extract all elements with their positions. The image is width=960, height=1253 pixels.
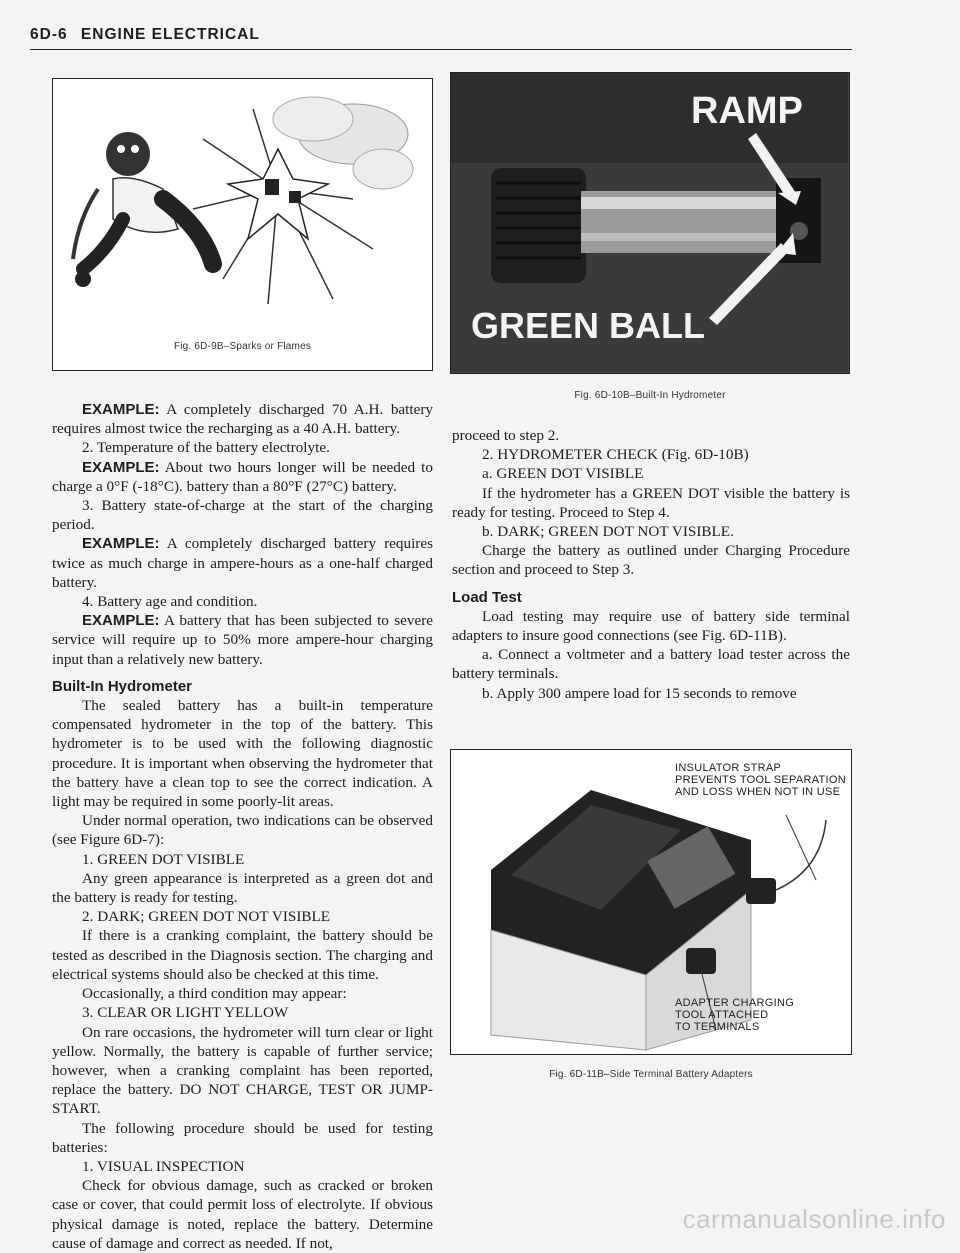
paragraph [52, 458, 433, 496]
paragraph: Any green appearance is interpreted as a green dot and the battery is ready for testing. [52, 869, 433, 907]
example-label: EXAMPLE: [82, 401, 160, 418]
text: A battery that has been subjected to severe service will require up to 50% more ampere-hour charging input than a relatively new battery. [52, 612, 433, 668]
figure-caption-adapters: Fig. 6D-11B–Side Terminal Battery Adapters [549, 1069, 753, 1080]
page-number: 6D-6 [30, 26, 68, 43]
callout-line: TO TERMINALS [675, 1021, 760, 1033]
list-item: 1. VISUAL INSPECTION [82, 1157, 245, 1175]
figure-caption-sparks: Fig. 6D-9B–Sparks or Flames [173, 341, 312, 352]
paragraph: Under normal operation, two indications can be observed (see Figure 6D-7): [52, 812, 433, 849]
text: A completely discharged battery requires twice as much charge in ampere-hours as a one-half charged battery. [52, 535, 433, 591]
paragraph: Load testing may require use of battery side terminal adapters to insure good connections (see Fig. 6D-11B). [452, 607, 850, 645]
list-item: b. DARK; GREEN DOT NOT VISIBLE. [482, 523, 734, 541]
example-label: EXAMPLE: [82, 458, 160, 476]
example-label: EXAMPLE: [82, 535, 160, 553]
list-item: 1. GREEN DOT VISIBLE [82, 850, 245, 868]
list-item: 4. Battery age and condition. [82, 593, 258, 611]
paragraph: Charge the battery as outlined under Charging Procedure section and proceed to Step 3. [452, 542, 850, 579]
figure-caption-hydrometer: Fig. 6D-10B–Built-In Hydrometer [574, 390, 726, 401]
callout-line: TOOL ATTACHED [675, 1009, 769, 1021]
sparks-illustration [53, 79, 431, 309]
hydrometer-photo [451, 73, 848, 372]
list-item: 2. HYDROMETER CHECK (Fig. 6D-10B) [482, 446, 749, 464]
paragraph: If the hydrometer has a GREEN DOT visible the battery is ready for testing. Proceed to Step 4. [452, 484, 850, 521]
callout-line: ADAPTER CHARGING [675, 997, 795, 1009]
paragraph: Occasionally, a third condition may appear: [82, 985, 347, 1003]
example-label: EXAMPLE: [82, 612, 160, 630]
paragraph [52, 400, 433, 438]
section-heading-load-test: Load Test [452, 588, 522, 606]
watermark: carmanualsonline.info [682, 1204, 946, 1234]
figure-built-in-hydrometer [450, 72, 850, 374]
ramp-label: RAMP [691, 90, 803, 132]
list-item: 2. DARK; GREEN DOT NOT VISIBLE [82, 908, 331, 926]
paragraph: On rare occasions, the hydrometer will turn clear or light yellow. Normally, the battery is capable of further service; however, when a cranking complaint has been reported, replace the battery. DO NOT CHARGE, TEST OR JUMP-START. [52, 1023, 433, 1118]
list-item: a. GREEN DOT VISIBLE [482, 465, 644, 483]
callout-line: PREVENTS TOOL SEPARATION [675, 774, 847, 786]
paragraph: Check for obvious damage, such as cracked or broken case or cover, that could permit loss of electrolyte. If obvious physical damage is noted, replace the battery. Determine cause of damage and correct as needed. If not, [52, 1177, 433, 1252]
figure-side-terminal-adapters [450, 749, 852, 1055]
callout-line: AND LOSS WHEN NOT IN USE [675, 786, 841, 798]
green-ball-label: GREEN BALL [471, 305, 705, 346]
callout-line: INSULATOR STRAP [675, 762, 782, 774]
right-column [452, 426, 850, 703]
callout-adapter-charging [675, 997, 794, 1033]
page-header [30, 26, 260, 44]
paragraph [52, 534, 433, 592]
paragraph: The sealed battery has a built-in temperature compensated hydrometer in the top of the battery. This hydrometer is to be used with the following diagnostic procedure. It is important when observing the hydrometer that the battery have a clean top to see the correct indication. A light may be required in some poorly-lit areas. [52, 697, 433, 811]
section-heading-hydrometer: Built-In Hydrometer [52, 677, 193, 695]
paragraph: b. Apply 300 ampere load for 15 seconds to remove [482, 684, 797, 702]
list-item: 3. CLEAR OR LIGHT YELLOW [82, 1004, 289, 1022]
left-column [52, 400, 433, 1253]
paragraph: The following procedure should be used for testing batteries: [52, 1119, 433, 1156]
callout-insulator-strap [675, 762, 846, 798]
list-item: 3. Battery state-of-charge at the start of the charging period. [52, 497, 433, 534]
paragraph: If there is a cranking complaint, the battery should be tested as described in the Diagnosis section. The charging and electrical systems should also be checked at this time. [52, 927, 433, 983]
paragraph [52, 611, 433, 669]
figure-sparks-flames [52, 78, 433, 371]
paragraph: proceed to step 2. [452, 427, 560, 444]
section-title: ENGINE ELECTRICAL [80, 26, 260, 43]
paragraph: a. Connect a voltmeter and a battery load tester across the battery terminals. [452, 646, 850, 683]
header-rule [30, 49, 852, 50]
text: A completely discharged 70 A.H. battery requires almost twice the recharging as a 40 A.H. battery. [52, 401, 433, 438]
text: About two hours longer will be needed to charge a 0°F (-18°C). battery than a 80°F (27°C) battery. [52, 458, 433, 495]
list-item: 2. Temperature of the battery electrolyte. [82, 439, 330, 457]
